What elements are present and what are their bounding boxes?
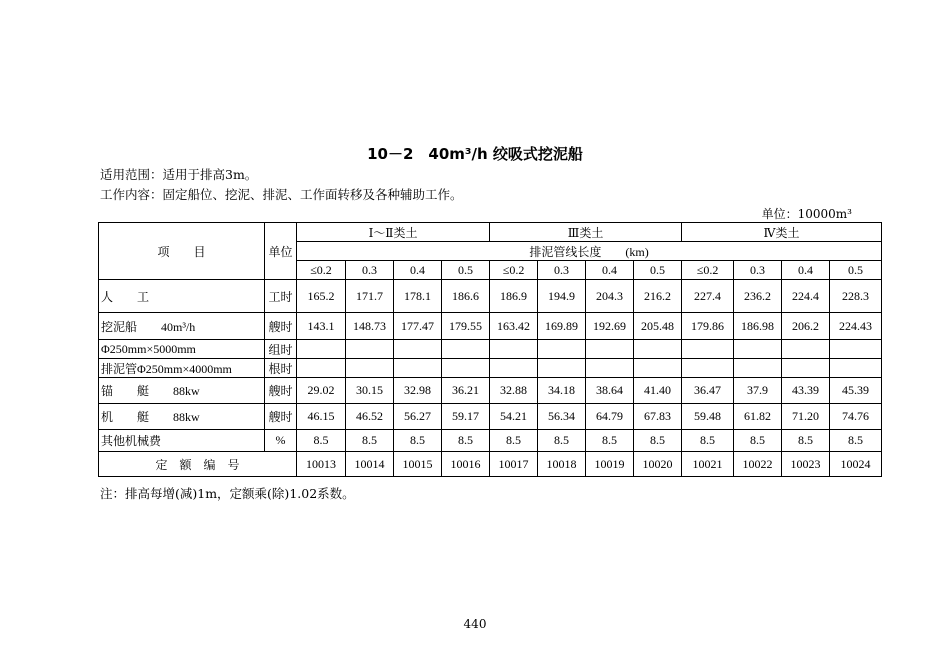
row-item-name: 其他机械费 xyxy=(99,430,265,452)
table-row xyxy=(99,313,882,340)
value-cell xyxy=(634,340,682,359)
table-row xyxy=(99,340,882,359)
value-cell xyxy=(586,359,634,378)
value-cell: 61.82 xyxy=(734,404,782,430)
value-cell xyxy=(346,340,394,359)
pipeline-length-header: 排泥管线长度 (km) xyxy=(297,242,882,261)
value-cell xyxy=(734,359,782,378)
value-cell xyxy=(394,359,442,378)
page-number: 440 xyxy=(463,617,487,631)
value-cell: 227.4 xyxy=(682,280,734,313)
value-cell: 43.39 xyxy=(782,378,830,404)
value-cell: 192.69 xyxy=(586,313,634,340)
value-cell: 74.76 xyxy=(830,404,882,430)
quota-code-cell: 10014 xyxy=(346,452,394,477)
quota-code-cell: 10018 xyxy=(538,452,586,477)
value-cell xyxy=(782,340,830,359)
group-header: Ⅰ～Ⅱ类土 xyxy=(297,223,490,242)
value-cell: 186.9 xyxy=(490,280,538,313)
value-cell: 228.3 xyxy=(830,280,882,313)
row-unit: 艘时 xyxy=(265,404,297,430)
value-cell xyxy=(634,359,682,378)
quota-code-cell: 10024 xyxy=(830,452,882,477)
value-cell xyxy=(442,340,490,359)
value-cell xyxy=(442,359,490,378)
value-cell: 148.73 xyxy=(346,313,394,340)
value-cell: 8.5 xyxy=(782,430,830,452)
value-cell: 45.39 xyxy=(830,378,882,404)
group-header: Ⅲ类土 xyxy=(490,223,682,242)
value-cell xyxy=(682,340,734,359)
table-row xyxy=(99,359,882,378)
value-cell: 38.64 xyxy=(586,378,634,404)
value-cell: 30.15 xyxy=(346,378,394,404)
footnote: 注：排高每增(减)1m，定额乘(除)1.02系数。 xyxy=(100,486,355,501)
distance-header-cell: ≤0.2 xyxy=(682,261,734,280)
value-cell: 206.2 xyxy=(782,313,830,340)
value-cell: 8.5 xyxy=(830,430,882,452)
table-row xyxy=(99,404,882,430)
value-cell: 46.15 xyxy=(297,404,346,430)
quota-code-cell: 10023 xyxy=(782,452,830,477)
value-cell: 32.88 xyxy=(490,378,538,404)
value-cell: 236.2 xyxy=(734,280,782,313)
quota-code-cell: 10020 xyxy=(634,452,682,477)
quota-code-cell: 10022 xyxy=(734,452,782,477)
value-cell: 224.4 xyxy=(782,280,830,313)
quota-table xyxy=(98,222,882,477)
value-cell: 204.3 xyxy=(586,280,634,313)
distance-header-cell: 0.3 xyxy=(346,261,394,280)
unit-label: 单位：10000m³ xyxy=(761,207,852,221)
value-cell: 171.7 xyxy=(346,280,394,313)
row-item-name: 机 艇 88kw xyxy=(99,404,265,430)
row-unit: % xyxy=(265,430,297,452)
row-item-name: Φ250mm×5000mm xyxy=(99,340,265,359)
value-cell: 36.47 xyxy=(682,378,734,404)
row-unit: 组时 xyxy=(265,340,297,359)
distance-header-cell: 0.4 xyxy=(394,261,442,280)
value-cell: 29.02 xyxy=(297,378,346,404)
value-cell: 54.21 xyxy=(490,404,538,430)
value-cell xyxy=(586,340,634,359)
value-cell xyxy=(538,340,586,359)
row-unit: 艘时 xyxy=(265,313,297,340)
value-cell xyxy=(490,340,538,359)
value-cell: 186.98 xyxy=(734,313,782,340)
value-cell: 46.52 xyxy=(346,404,394,430)
value-cell xyxy=(346,359,394,378)
row-unit: 根时 xyxy=(265,359,297,378)
work-content-text: 工作内容：固定船位、挖泥、排泥、工作面转移及各种辅助工作。 xyxy=(100,187,463,202)
value-cell: 37.9 xyxy=(734,378,782,404)
value-cell: 64.79 xyxy=(586,404,634,430)
value-cell: 32.98 xyxy=(394,378,442,404)
distance-header-cell: 0.3 xyxy=(538,261,586,280)
value-cell: 186.6 xyxy=(442,280,490,313)
quota-code-cell: 10013 xyxy=(297,452,346,477)
value-cell: 179.55 xyxy=(442,313,490,340)
value-cell xyxy=(830,340,882,359)
value-cell: 56.34 xyxy=(538,404,586,430)
scope-text: 适用范围：适用于排高3m。 xyxy=(100,167,258,182)
distance-header-cell: 0.5 xyxy=(442,261,490,280)
distance-header-cell: 0.5 xyxy=(634,261,682,280)
value-cell xyxy=(538,359,586,378)
value-cell: 8.5 xyxy=(442,430,490,452)
value-cell xyxy=(490,359,538,378)
value-cell: 67.83 xyxy=(634,404,682,430)
table-row xyxy=(99,378,882,404)
value-cell: 8.5 xyxy=(682,430,734,452)
distance-header-cell: 0.5 xyxy=(830,261,882,280)
value-cell: 36.21 xyxy=(442,378,490,404)
value-cell: 224.43 xyxy=(830,313,882,340)
row-item-name: 锚 艇 88kw xyxy=(99,378,265,404)
distance-header-cell: 0.4 xyxy=(586,261,634,280)
quota-code-row xyxy=(99,452,882,477)
value-cell: 8.5 xyxy=(490,430,538,452)
value-cell: 8.5 xyxy=(538,430,586,452)
value-cell: 8.5 xyxy=(346,430,394,452)
quota-code-cell: 10017 xyxy=(490,452,538,477)
row-unit: 艘时 xyxy=(265,378,297,404)
distance-header-cell: ≤0.2 xyxy=(490,261,538,280)
value-cell xyxy=(297,359,346,378)
value-cell: 8.5 xyxy=(634,430,682,452)
value-cell: 41.40 xyxy=(634,378,682,404)
value-cell: 169.89 xyxy=(538,313,586,340)
value-cell: 143.1 xyxy=(297,313,346,340)
row-item-name: 排泥管Φ250mm×4000mm xyxy=(99,359,265,378)
value-cell: 163.42 xyxy=(490,313,538,340)
value-cell: 8.5 xyxy=(734,430,782,452)
page-title: 10－2 40m³/h 绞吸式挖泥船 xyxy=(367,145,583,163)
value-cell: 165.2 xyxy=(297,280,346,313)
row-item-name: 挖泥船 40m³/h xyxy=(99,313,265,340)
group-header: Ⅳ类土 xyxy=(682,223,882,242)
value-cell: 34.18 xyxy=(538,378,586,404)
quota-code-label: 定 额 编 号 xyxy=(99,452,297,477)
row-unit: 工时 xyxy=(265,280,297,313)
value-cell: 216.2 xyxy=(634,280,682,313)
quota-code-cell: 10019 xyxy=(586,452,634,477)
value-cell: 194.9 xyxy=(538,280,586,313)
table-row xyxy=(99,430,882,452)
quota-code-cell: 10016 xyxy=(442,452,490,477)
value-cell xyxy=(297,340,346,359)
value-cell: 8.5 xyxy=(586,430,634,452)
value-cell xyxy=(394,340,442,359)
distance-header-cell: 0.4 xyxy=(782,261,830,280)
value-cell: 59.48 xyxy=(682,404,734,430)
value-cell: 178.1 xyxy=(394,280,442,313)
value-cell: 8.5 xyxy=(394,430,442,452)
quota-code-cell: 10021 xyxy=(682,452,734,477)
quota-code-cell: 10015 xyxy=(394,452,442,477)
value-cell: 205.48 xyxy=(634,313,682,340)
table-row xyxy=(99,280,882,313)
item-header: 项 目 xyxy=(99,223,265,280)
value-cell: 59.17 xyxy=(442,404,490,430)
distance-header-cell: 0.3 xyxy=(734,261,782,280)
value-cell xyxy=(682,359,734,378)
value-cell xyxy=(782,359,830,378)
value-cell xyxy=(734,340,782,359)
row-item-name: 人 工 xyxy=(99,280,265,313)
distance-header-cell: ≤0.2 xyxy=(297,261,346,280)
value-cell xyxy=(830,359,882,378)
unit-header: 单位 xyxy=(265,223,297,280)
value-cell: 8.5 xyxy=(297,430,346,452)
header-row-groups xyxy=(99,223,882,242)
value-cell: 71.20 xyxy=(782,404,830,430)
value-cell: 56.27 xyxy=(394,404,442,430)
value-cell: 177.47 xyxy=(394,313,442,340)
value-cell: 179.86 xyxy=(682,313,734,340)
